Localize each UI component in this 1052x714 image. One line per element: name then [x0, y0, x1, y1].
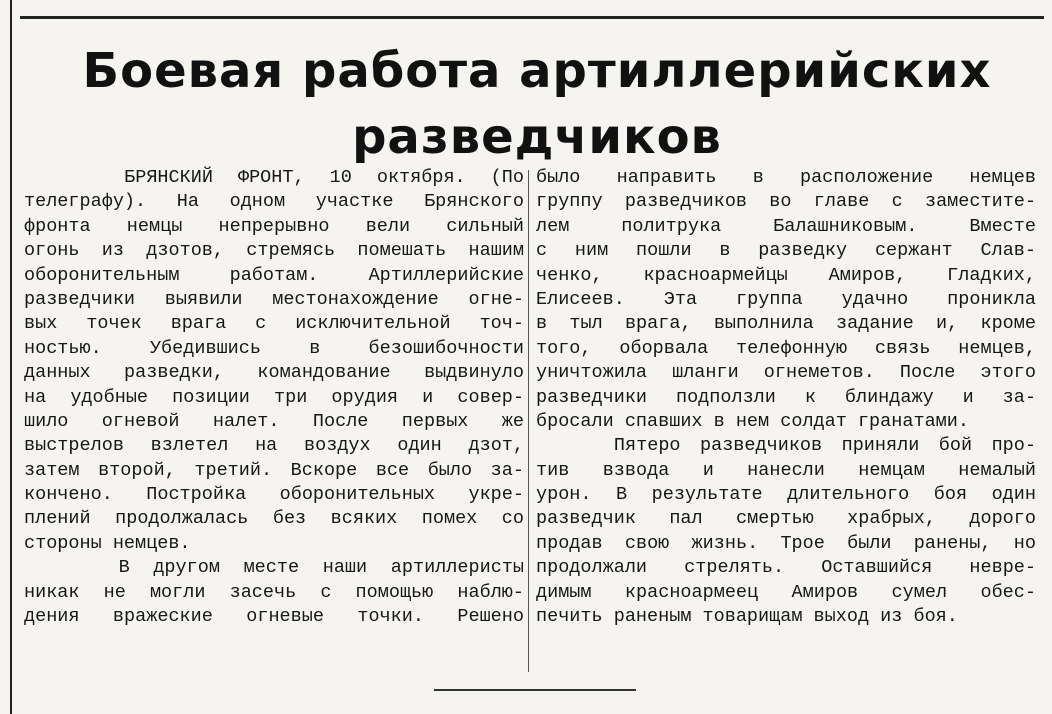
text-line: уничтожила шланги огнеметов. После этого	[536, 362, 1036, 384]
left-border-rule	[10, 0, 12, 714]
text-line: дения вражеские огневые точки. Решено	[24, 606, 524, 628]
text-line: продав свою жизнь. Трое были ранены, но	[536, 532, 1036, 554]
text-line: тив взвода и нанесли немцам немалый	[536, 459, 1036, 481]
text-line: данных разведки, командование выдвинуло	[24, 362, 524, 384]
text-line: лем политрука Балашниковым. Вместе	[536, 215, 1036, 237]
headline-line-1: Боевая работа артиллерийских	[82, 43, 992, 99]
text-line: в тыл врага, выполнила задание и, кроме	[536, 313, 1036, 335]
text-line: затем второй, третий. Вскоре все было за-	[24, 459, 524, 481]
article-headline	[22, 38, 1052, 170]
paragraph-end-line: бросали спавших в нем солдат гранатами.	[536, 410, 969, 432]
text-line: разведчик пал смертью храбрых, дорого	[536, 508, 1036, 530]
text-line: было направить в расположение немцев	[536, 167, 1036, 188]
article-right-column	[536, 166, 1036, 629]
text-line: фронта немцы непрерывно вели сильный	[24, 215, 524, 237]
text-line: телеграфу). На одном участке Брянского	[24, 191, 524, 213]
text-line: группу разведчиков во главе с заместите-	[536, 191, 1036, 213]
paragraph-end-line: печить раненым товарищам выход из боя.	[536, 606, 958, 628]
top-divider-rule	[20, 16, 1044, 19]
text-line: на удобные позиции три орудия и совер-	[24, 386, 524, 408]
article-left-column	[24, 166, 524, 629]
text-line: разведчики подползли к блиндажу и за-	[536, 386, 1036, 408]
text-line: оборонительным работам. Артиллерийские	[24, 264, 524, 286]
text-line: димым красноармеец Амиров сумел обес-	[536, 581, 1036, 603]
paragraph-end-line: стороны немцев.	[24, 532, 191, 554]
text-line: того, оборвала телефонную связь немцев,	[536, 337, 1036, 359]
text-line: плений продолжалась без всяких помех со	[24, 508, 524, 530]
bottom-divider-rule	[434, 689, 636, 691]
text-line: выстрелов взлетел на воздух один дзот,	[24, 435, 524, 457]
text-line: разведчики выявили местонахождение огне-	[24, 288, 524, 310]
text-line: ченко, красноармейцы Амиров, Гладких,	[536, 264, 1036, 286]
text-line: ностью. Убедившись в безошибочности	[24, 337, 524, 359]
text-line: никак не могли засечь с помощью наблю-	[24, 581, 524, 603]
text-line: с ним пошли в разведку сержант Слав-	[536, 240, 1036, 262]
text-line: В другом месте наши артиллеристы	[24, 557, 524, 579]
text-line: огонь из дзотов, стремясь помешать нашим	[24, 240, 524, 262]
text-line: БРЯНСКИЙ ФРОНТ, 10 октября. (По	[24, 167, 524, 188]
text-line: продолжали стрелять. Оставшийся невре-	[536, 557, 1036, 579]
headline-line-2: разведчиков	[352, 109, 722, 165]
text-line: Пятеро разведчиков приняли бой про-	[536, 435, 1036, 457]
text-line: кончено. Постройка оборонительных укре-	[24, 484, 524, 506]
text-line: вых точек врага с исключительной точ-	[24, 313, 524, 335]
text-line: урон. В результате длительного боя один	[536, 484, 1036, 506]
text-line: Елисеев. Эта группа удачно проникла	[536, 288, 1036, 310]
text-line: шило огневой налет. После первых же	[24, 410, 524, 432]
column-divider	[528, 170, 529, 672]
